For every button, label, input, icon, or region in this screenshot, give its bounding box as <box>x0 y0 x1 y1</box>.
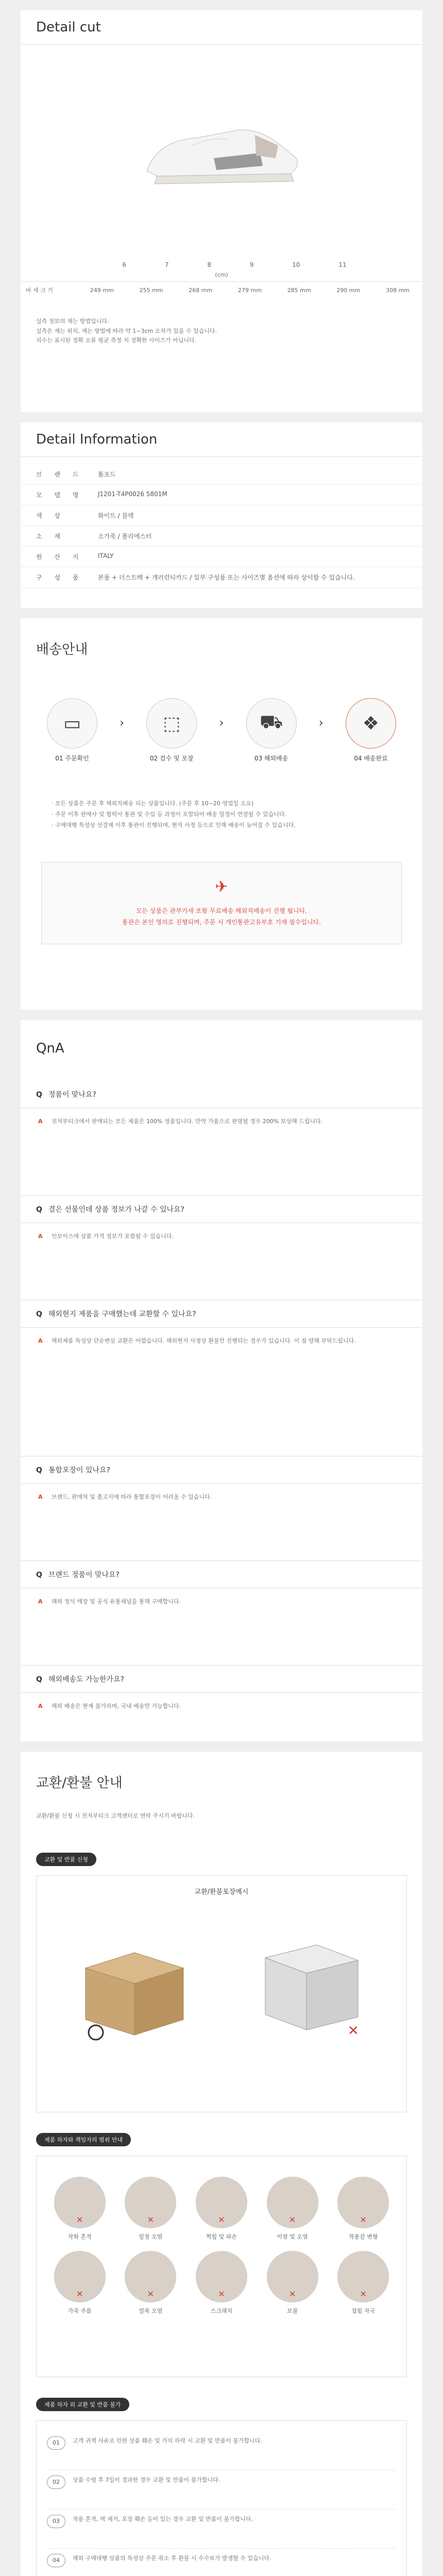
answer-block: A 인보이스에 상품 가격 정보가 포함될 수 있습니다. <box>21 1223 422 1300</box>
shipping-notice-box <box>41 862 402 945</box>
info-row <box>21 485 422 505</box>
info-value: 본품 + 더스트백 + 개러런티카드 / 일부 구성품 또는 사이즈별 옵션에 따라 상이할 수 있습니다. <box>98 574 355 581</box>
info-key: 구 성 품 <box>36 574 84 581</box>
answer-block: A 진저부티크에서 판매되는 모든 제품은 100% 정품입니다. 만약 가품으로 판명될 경우 200% 보상해 드립니다. <box>21 1108 422 1196</box>
question-row[interactable]: Q 브랜드 정품이 맞나요? <box>21 1561 422 1588</box>
plane-icon: ✈ <box>215 877 228 896</box>
info-key: 브 랜 드 <box>36 471 84 478</box>
rule-text: 고객 귀책 사유로 인한 상품 훼손 및 가치 하락 시 교환 및 반품이 불가합니다. <box>73 2437 262 2444</box>
qna-title: QnA <box>36 1041 64 1056</box>
rule-text: 착용 흔적, 택 제거, 포장 훼손 등이 있는 경우 교환 및 반품이 불가합니다. <box>73 2515 253 2522</box>
table-cell: 279 mm <box>237 286 262 294</box>
table-cell: 285 mm <box>287 286 311 294</box>
info-value: 소가죽 / 폴리에스터 <box>98 533 152 540</box>
info-row <box>21 567 422 588</box>
size-label: 7 <box>164 261 169 268</box>
defect-item: ✕ 가죽 주름 <box>47 2251 113 2315</box>
chevron-right-icon: › <box>318 717 323 730</box>
shipping-notes <box>21 788 422 841</box>
note-line: 실측 정보의 재는 방법입니다. <box>36 318 109 325</box>
question-row[interactable]: Q 해외현지 제품을 구매했는데 교환할 수 있나요? <box>21 1300 422 1328</box>
size-header <box>21 261 422 268</box>
info-value: 화이트 / 블랙 <box>98 512 134 519</box>
question-row[interactable]: Q 해외배송도 가능한가요? <box>21 1666 422 1693</box>
question-row[interactable]: Q 정품이 맞나요? <box>21 1081 422 1108</box>
defect-item: ✕ 얼룩 오염 <box>118 2251 184 2315</box>
question-text: 해외배송도 가능한가요? <box>48 1675 125 1684</box>
shipping-step <box>340 698 402 762</box>
section-pill: 제품 하자와 책임자의 범위 안내 <box>36 2133 131 2146</box>
table-cell: 249 mm <box>90 286 114 294</box>
question-text: 통합포장이 있나요? <box>48 1466 110 1475</box>
gift-icon: ❖ <box>346 698 396 749</box>
info-value: J1201-T4P0026 5801M <box>98 490 167 498</box>
answer-text: 해외 배송은 현재 불가하며, 국내 배송만 가능합니다. <box>52 1703 181 1709</box>
sneaker-image <box>137 109 306 197</box>
product-image-area <box>21 45 422 261</box>
shipping-step <box>41 698 103 762</box>
defect-grid-box <box>36 2156 407 2377</box>
defect-item: ✕ 이염 및 오염 <box>260 2177 326 2241</box>
chevron-right-icon: › <box>219 717 224 730</box>
packing-example-box <box>36 1875 407 2112</box>
defect-grid <box>47 2177 396 2315</box>
detail-cut-section <box>21 10 422 412</box>
shipping-title: 배송안내 <box>36 642 88 657</box>
info-key: 색 상 <box>36 512 65 519</box>
info-row <box>21 464 422 485</box>
rules-box <box>36 2420 407 2576</box>
chevron-right-icon: › <box>120 717 125 730</box>
exchange-title: 교환/환불 안내 <box>36 1775 123 1791</box>
row-label: 바 세 크 기 <box>26 287 53 294</box>
note-line: · 모든 상품은 주문 후 해외직배송 되는 상품입니다. (주문 후 10~20 영업일 소요) <box>52 800 254 807</box>
step-label: 01 주문확인 <box>55 755 89 762</box>
size-label: 10 <box>292 261 300 268</box>
note-line: · 구매대행 특성상 선결제 이후 통관이 진행되며, 현지 사정 등으로 인해 배송이 늦어질 수 있습니다. <box>52 821 296 828</box>
info-key: 모 델 명 <box>36 492 84 499</box>
section-pill: 교환 및 반품 신청 <box>36 1853 96 1866</box>
table-cell: 308 mm <box>386 286 410 294</box>
size-notes <box>21 307 422 356</box>
table-cell: 290 mm <box>336 286 361 294</box>
defect-item: ✕ 착화 흔적 <box>47 2177 113 2241</box>
detail-info-title: Detail Information <box>21 422 422 457</box>
notice-line: 모든 상품은 관부가세 포함 무료배송 해외직배송이 진행 됩니다. <box>136 907 307 914</box>
size-label: 6 <box>122 261 127 268</box>
info-row <box>21 547 422 567</box>
rule-number: 03 <box>47 2515 65 2528</box>
section-pill: 제품 하자 외 교환 및 반품 불가 <box>36 2398 129 2411</box>
question-text: 브랜드 정품이 맞나요? <box>48 1571 120 1579</box>
answer-text: 해외제품 특성상 단순변심 교환은 어렵습니다. 해외현지 사정상 환불만 진행되는 경우가 있습니다. 이 점 양해 부탁드립니다. <box>52 1337 356 1344</box>
svg-text:✕: ✕ <box>347 2023 359 2039</box>
size-table-row <box>21 281 422 298</box>
step-label: 04 배송완료 <box>354 755 388 762</box>
info-row <box>21 505 422 526</box>
note-line: 실측은 재는 위치, 재는 방법에 따라 약 1~3cm 오차가 있을 수 있습니다. <box>36 327 217 334</box>
sealed-box-icon <box>245 1917 373 2045</box>
exchange-section <box>21 1752 422 2576</box>
defect-item: ✕ 보풀 <box>260 2251 326 2315</box>
box-title: 교환/환불포장예시 <box>194 1888 249 1896</box>
question-text: 정품이 맞나요? <box>48 1091 96 1099</box>
step-label: 02 검수 및 포장 <box>149 755 194 762</box>
size-label: 9 <box>249 261 254 268</box>
answer-block: A 해외 배송은 현재 불가하며, 국내 배송만 가능합니다. <box>38 1703 181 1709</box>
table-cell: 255 mm <box>139 286 163 294</box>
answer-text: 인보이스에 상품 가격 정보가 포함될 수 있습니다. <box>52 1233 174 1240</box>
rule-number: 02 <box>47 2476 65 2489</box>
shipping-section <box>21 618 422 1010</box>
table-cell: 268 mm <box>189 286 213 294</box>
answer-text: 해외 정식 매장 및 공식 유통채널을 통해 구매합니다. <box>52 1598 181 1605</box>
question-row[interactable]: Q 통합포장이 있나요? <box>21 1456 422 1484</box>
step-label: 03 해외배송 <box>254 755 288 762</box>
shipping-step <box>141 698 202 762</box>
qna-section <box>21 1020 422 1741</box>
info-key: 소 재 <box>36 533 65 540</box>
exchange-intro: 교환/환불 신청 시 진저부티크 고객센터로 연락 주시기 바랍니다. <box>36 1812 195 1819</box>
detail-cut-title: Detail cut <box>21 10 422 45</box>
rule-number: 04 <box>47 2554 65 2567</box>
shipping-step <box>241 698 302 762</box>
question-row[interactable]: Q 결은 선물인데 상품 정보가 나갈 수 있나요? <box>21 1196 422 1223</box>
question-text: 결은 선물인데 상품 정보가 나갈 수 있나요? <box>48 1206 184 1214</box>
rule-text: 해외 구매대행 상품의 특성상 주문 취소 후 환불 시 수수료가 발생할 수 있습니다. <box>73 2554 271 2562</box>
defect-item: ✕ 스크래치 <box>189 2251 254 2315</box>
size-label: 11 <box>338 261 347 268</box>
rule-number: 01 <box>47 2436 65 2450</box>
monitor-icon: ▭ <box>47 698 97 749</box>
defect-item: ✕ 착용감 변형 <box>330 2177 396 2241</box>
answer-block: A 해외 정식 매장 및 공식 유통채널을 통해 구매합니다. <box>21 1588 422 1666</box>
answer-block: A 해외제품 특성상 단순변심 교환은 어렵습니다. 해외현지 사정상 환불만 진행되는 경우가 있습니다. 이 점 양해 부탁드립니다. <box>21 1328 422 1456</box>
note-line: 치수는 표시된 정확 오류 평균 측정 치 정확한 사이즈가 아닙니다. <box>36 337 197 344</box>
info-value: ITALY <box>98 552 114 560</box>
answer-block: A 브랜드, 판매처 및 출고지에 따라 통합포장이 어려울 수 있습니다. <box>21 1484 422 1561</box>
answer-text: 진저부티크에서 판매되는 모든 제품은 100% 정품입니다. 만약 가품으로 판명될 경우 200% 보상해 드립니다. <box>52 1118 323 1125</box>
rule-text: 상품 수령 후 7일이 경과한 경우 교환 및 반품이 불가합니다. <box>73 2476 220 2483</box>
detail-info-section <box>21 422 422 608</box>
notice-line: 통관은 본인 명의로 진행되며, 주문 시 개인통관고유부호 기재 필수입니다. <box>122 919 321 926</box>
note-line: · 주문 이후 판매사 및 협력사 통관 및 수입 등 과정이 포함되어 배송 일정이 연장될 수 있습니다. <box>52 810 287 818</box>
info-key: 원 산 지 <box>36 553 84 561</box>
defect-item: ✕ 찍힘 및 파손 <box>189 2177 254 2241</box>
truck-icon: ⛟ <box>246 698 297 749</box>
answer-text: 브랜드, 판매처 및 출고지에 따라 통합포장이 어려울 수 있습니다. <box>52 1494 212 1500</box>
info-value: 톰포드 <box>98 471 116 478</box>
defect-item: ✕ 밑창 오염 <box>118 2177 184 2241</box>
box-icon: ⬚ <box>146 698 197 749</box>
info-row <box>21 526 422 547</box>
shipping-steps <box>21 698 422 762</box>
question-text: 해외현지 제품을 구매했는데 교환할 수 있나요? <box>48 1310 196 1318</box>
defect-item: ✕ 접힘 자국 <box>330 2251 396 2315</box>
open-box-icon <box>70 1917 199 2045</box>
size-label: 8 <box>207 261 211 268</box>
size-unit: (cm) <box>215 272 228 278</box>
